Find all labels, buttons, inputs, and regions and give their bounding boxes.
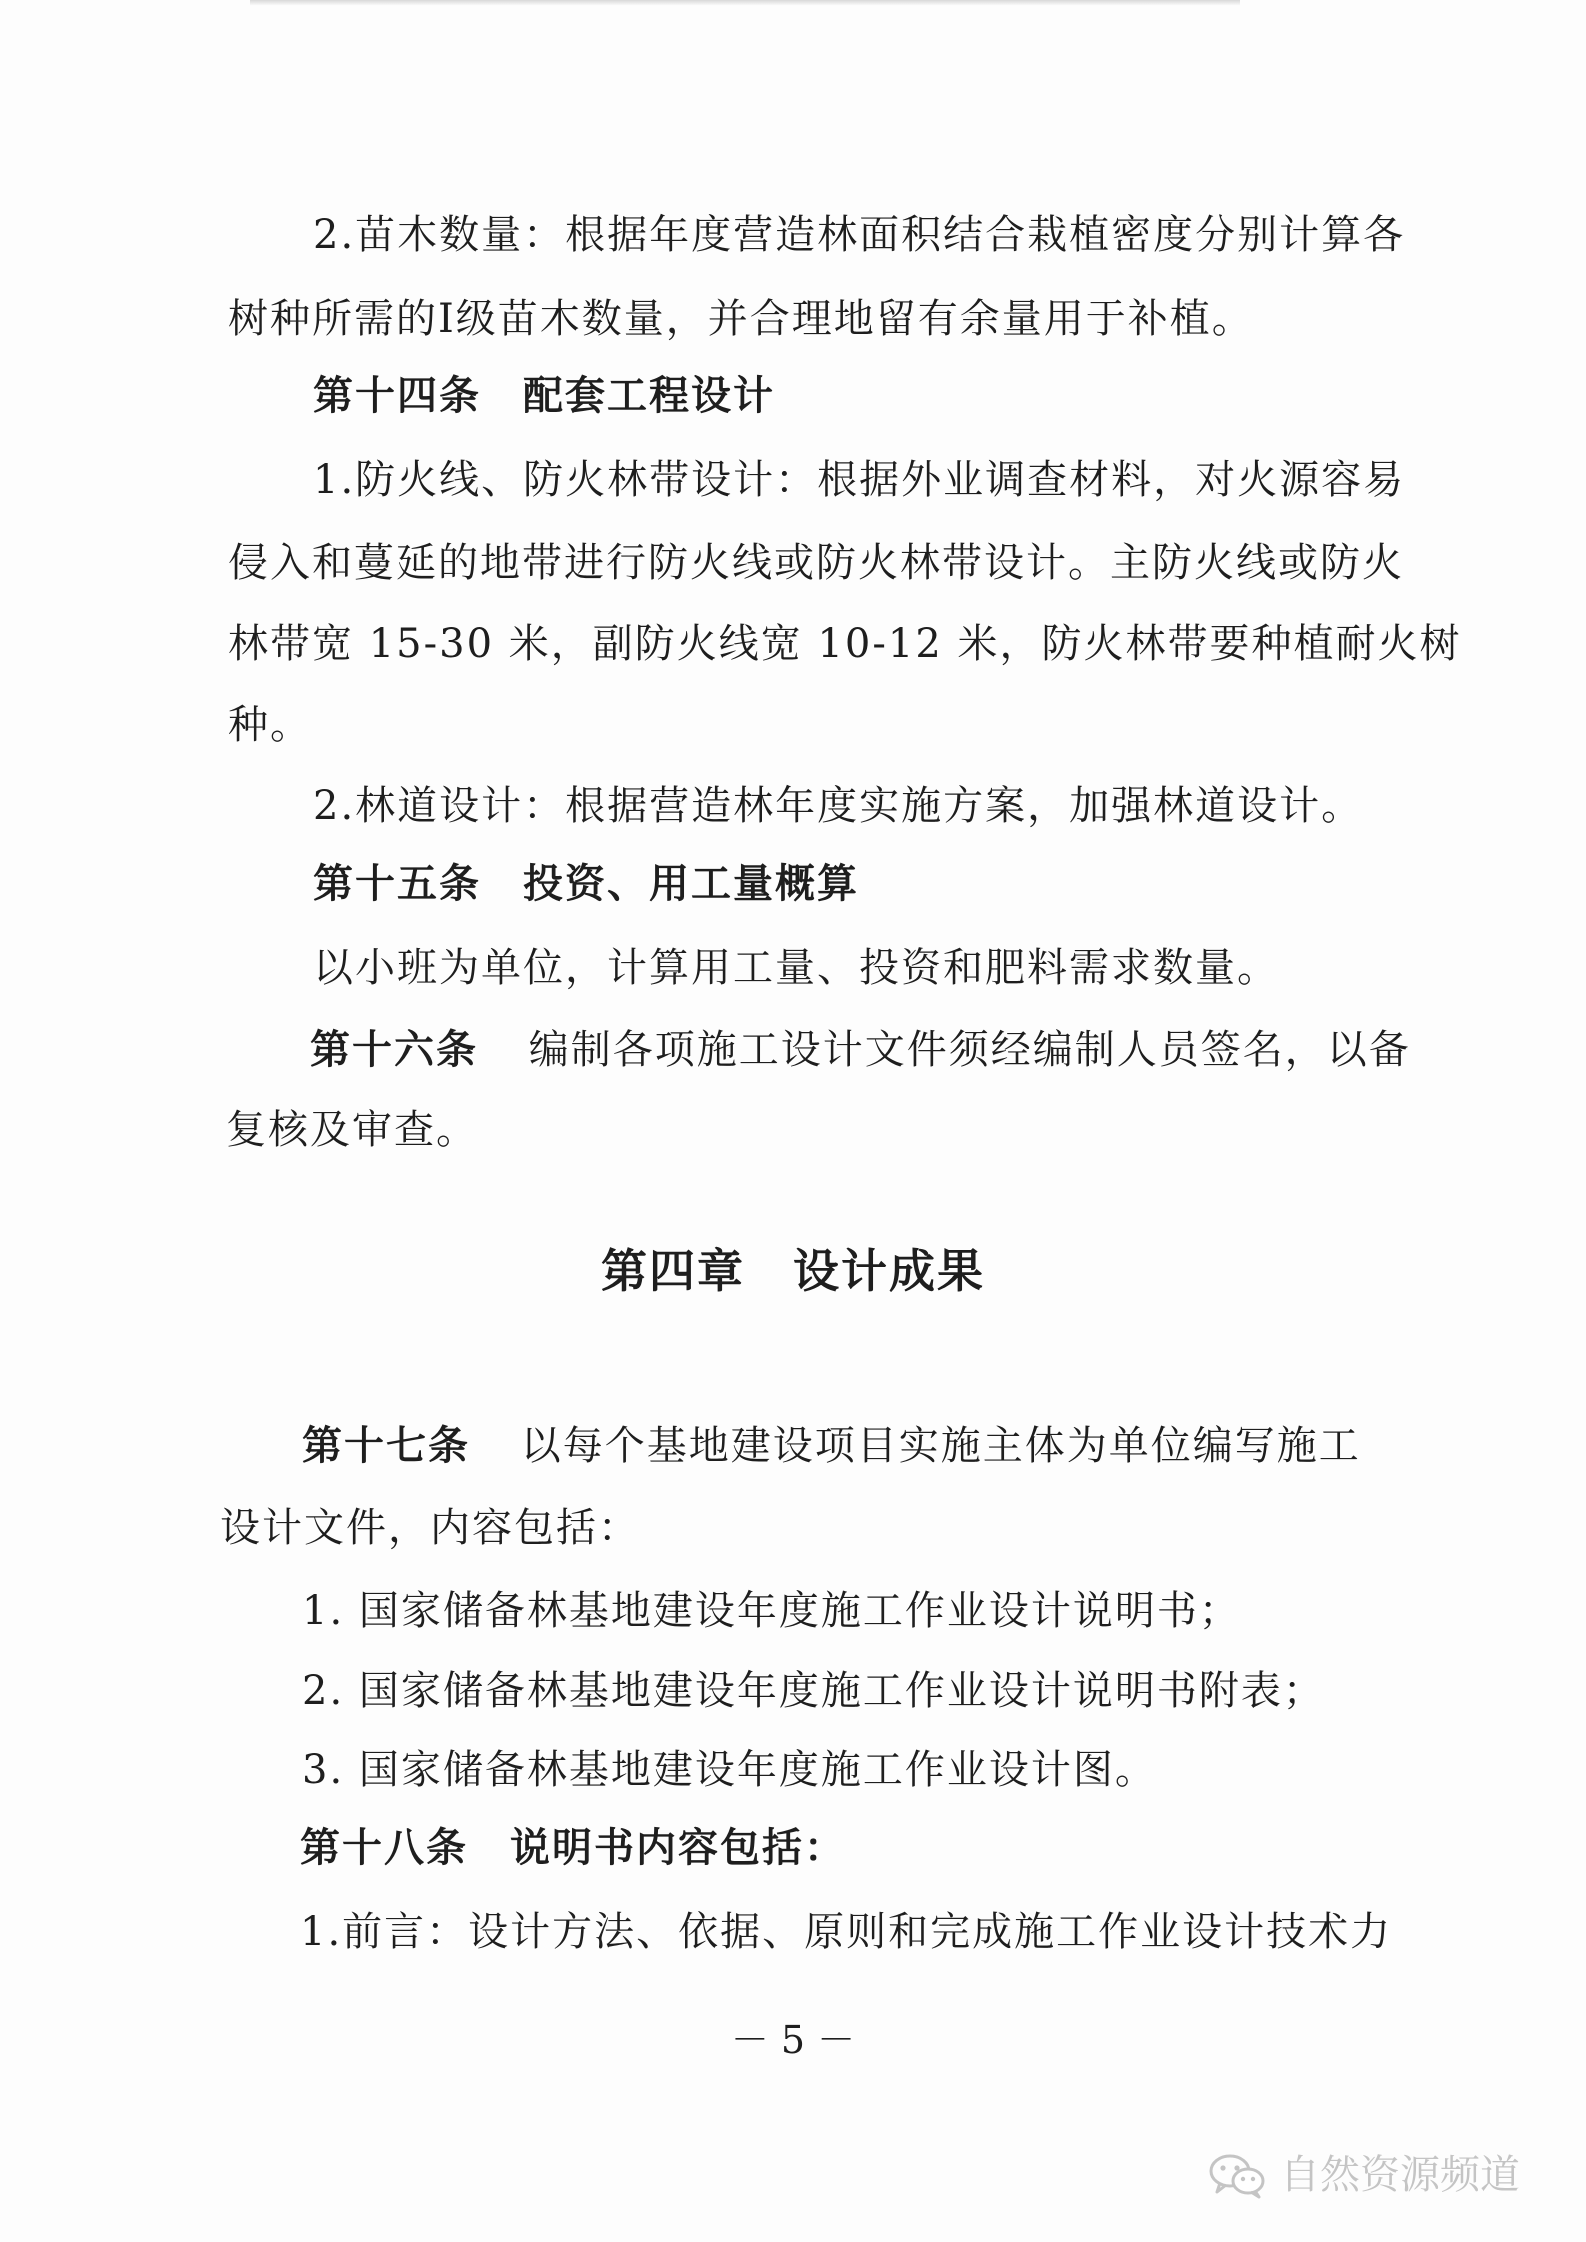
wechat-icon bbox=[1208, 2151, 1266, 2199]
watermark-text: 自然资源频道 bbox=[1280, 2152, 1520, 2198]
list-item: 2. 国家储备林基地建设年度施工作业设计说明书附表； bbox=[302, 1668, 1325, 1714]
paragraph-line: 以小班为单位，计算用工量、投资和肥料需求数量。 bbox=[313, 945, 1279, 991]
paragraph-line: 侵入和蔓延的地带进行防火线或防火林带设计。主防火线或防火 bbox=[228, 540, 1404, 586]
paragraph-line: 1.防火线、防火林带设计：根据外业调查材料，对火源容易 bbox=[313, 457, 1406, 503]
paragraph-line: 2.林道设计：根据营造林年度实施方案，加强林道设计。 bbox=[313, 783, 1364, 829]
list-item: 3. 国家储备林基地建设年度施工作业设计图。 bbox=[302, 1747, 1157, 1793]
page-number: － 5 － bbox=[730, 2018, 856, 2062]
watermark bbox=[1208, 2150, 1520, 2200]
paragraph-line: 1.前言：设计方法、依据、原则和完成施工作业设计技术力 bbox=[300, 1909, 1393, 1955]
paragraph-line: 林带宽 15-30 米，副防火线宽 10-12 米，防火林带要种植耐火树 bbox=[228, 621, 1462, 667]
paragraph-line: 复核及审查。 bbox=[226, 1107, 478, 1153]
article-18-heading: 第十八条 说明书内容包括： bbox=[300, 1824, 846, 1871]
article-17-label: 第十七条 bbox=[302, 1422, 470, 1469]
chapter-title: 第四章 设计成果 bbox=[601, 1244, 985, 1298]
article-14-heading: 第十四条 配套工程设计 bbox=[313, 372, 775, 419]
paragraph-line: 树种所需的Ⅰ级苗木数量，并合理地留有余量用于补植。 bbox=[228, 296, 1254, 342]
scan-edge bbox=[250, 0, 1240, 6]
list-item: 1. 国家储备林基地建设年度施工作业设计说明书； bbox=[302, 1588, 1241, 1634]
paragraph-line: 2.苗木数量：根据年度营造林面积结合栽植密度分别计算各 bbox=[313, 212, 1406, 258]
article-16-label: 第十六条 bbox=[310, 1026, 478, 1073]
article-16-line bbox=[310, 1022, 1411, 1078]
article-16-text: 编制各项施工设计文件须经编制人员签名，以备 bbox=[528, 1027, 1411, 1073]
article-15-heading: 第十五条 投资、用工量概算 bbox=[313, 860, 859, 907]
article-17-line bbox=[302, 1418, 1361, 1474]
paragraph-line: 设计文件，内容包括： bbox=[220, 1505, 640, 1551]
article-17-text: 以每个基地建设项目实施主体为单位编写施工 bbox=[520, 1423, 1361, 1469]
paragraph-line: 种。 bbox=[228, 702, 312, 748]
